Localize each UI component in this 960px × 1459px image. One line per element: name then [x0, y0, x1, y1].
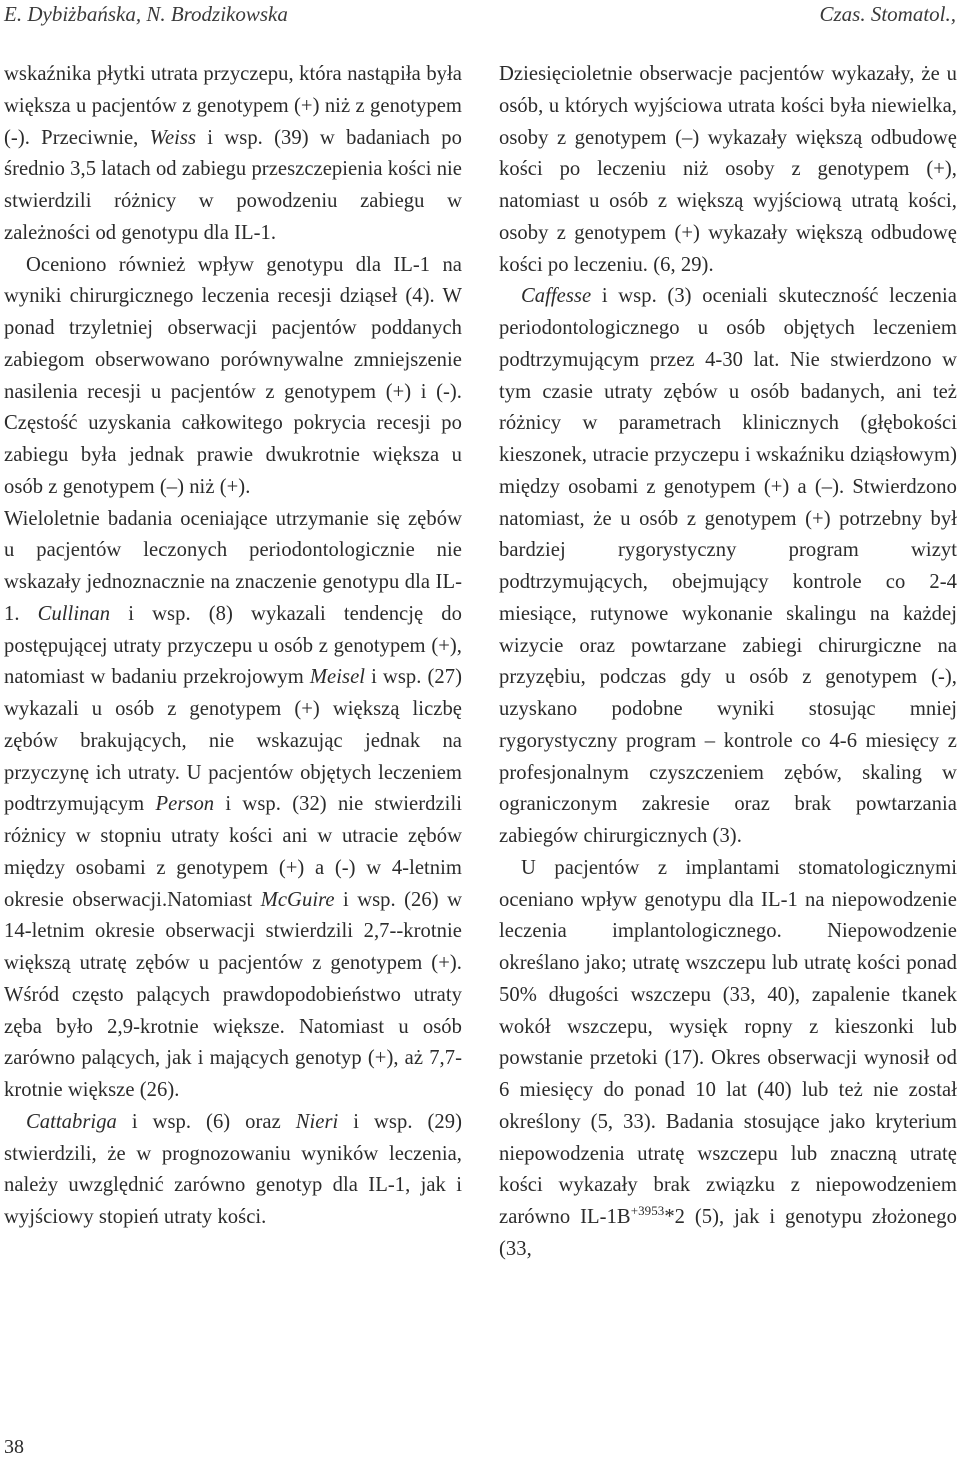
- running-header: [0, 0, 960, 34]
- text-run: i wsp. (3) oceniali skuteczność leczenia periodontologicznego u osób objętych leczeniem podtrzymującym przez 4-30 lat. Nie stwierdzono w tym czasie utraty zębów u osób badanych, ani też różnicy w parametrach klinicznych (głębokości kieszonek, utracie przyczepu i wskaźniku dziąsłowym) między osobami z genotypem (+) a (–). Stwierdzono natomiast, że u osób z genotypem (+) potrzebny był bardziej rygorystyczny program wizyt podtrzymujących, obejmujący kontrole co 2-4 miesiące, rutynowe wykonanie skalingu na każdej wizycie oraz powtarzane zabiegi chirurgiczne na przyzębiu, podczas gdy u osób z genotypem (-), uzyskano podobne wyniki stosując mniej rygorystyczny program – kontrole co 4-6 miesięcy z profesjonalnym czyszczeniem zębów, skaling w ograniczonym zakresie oraz brak powtarzania zabiegów chirurgicznych (3).: [499, 285, 957, 847]
- author-name: Person: [155, 793, 215, 816]
- text-run: i wsp. (39) w badaniach po średnio 3,5 latach od zabiegu przeszczepienia kości nie stwierdzili różnicy w powodzeniu zabiegu w zależności od genotypu dla IL-1.: [4, 126, 462, 244]
- superscript: +3953: [630, 1203, 665, 1219]
- text-run: i wsp. (27) wykazali u osób z genotypem (+) większą liczbę zębów brakujących, nie wskazując jednak na przyczynę ich utraty. U pacjentów objętych leczeniem podtrzymującym: [4, 666, 462, 816]
- right-paragraph-1: Dziesięcioletnie obserwacje pacjentów wykazały, że u osób, u których wyjściowa utrata kości była niewielka, osoby z genotypem (–) wykazały większą odbudowę kości po leczeniu niż osoby z genotypem (+), natomiast u osób z większą wyjściową utratą kości, osoby z genotypem (+) wykazały większą odbudowę kości po leczeniu. (6, 29).: [499, 63, 957, 276]
- page-number: 38: [4, 1436, 24, 1458]
- right-paragraph-2: [499, 281, 957, 853]
- header-journal: Czas. Stomatol.,: [819, 2, 956, 26]
- text-run: Wieloletnie badania oceniające utrzymanie się zębów u pacjentów leczonych periodontologicznie nie wskazały jednoznacznie na znaczenie genotypu dla IL-1.: [4, 507, 462, 625]
- text-run: i wsp. (8) wykazali tendencję do postępującej utraty przyczepu u osób z genotypem (+), natomiast w badaniu przekrojowym: [4, 602, 462, 689]
- author-name: Nieri: [295, 1110, 339, 1133]
- left-column: [4, 59, 462, 1234]
- author-name: Cattabriga: [26, 1110, 117, 1133]
- header-authors: E. Dybiżbańska, N. Brodzikowska: [4, 2, 288, 26]
- text-run: U pacjentów z implantami stomatologicznymi oceniano wpływ genotypu dla IL-1 na niepowodzenie leczenia implantologicznego. Niepowodzenie określano jako; utratę wszczepu lub utratę kości ponad 50% długości wszczepu (33, 40), zapalenie tkanek wokół wszczepu, wysięk ropny z kieszonki lub powstanie przetoki (17). Okres obserwacji wynosił od 6 miesięcy do ponad 10 lat (40) lub też nie został określony (5, 33). Badania stosujące jako kryterium niepowodzenia utratę wszczepu lub znaczną utratę kości wykazały brak związku z niepowodzeniem zarówno IL-1B: [499, 856, 957, 1228]
- text-run: i wsp. (29) stwierdzili, że w prognozowaniu wyników leczenia, należy uwzględnić zarówno genotyp dla IL-1, jak i wyjściowy stopień utraty kości.: [4, 1110, 462, 1228]
- right-paragraph-3: [499, 853, 957, 1266]
- left-paragraph-1: [4, 59, 462, 250]
- author-name: Meisel: [309, 666, 366, 689]
- text-run: i wsp. (6) oraz: [116, 1110, 296, 1133]
- right-column: [499, 59, 957, 1266]
- left-paragraph-4: [4, 1107, 462, 1234]
- text-run: i wsp. (26) w 14-letnim okresie obserwacji stwierdzili 2,7--krotnie większą utratę zębów u pacjentów z genotypem (+). Wśród często palących prawdopodobieństwo utraty zęba było 2,9-krotnie większe. Natomiast u osób zarówno palących, jak i mających genotyp (+), aż 7,7-krotnie większe (26).: [4, 888, 462, 1101]
- author-name: Weiss: [149, 126, 197, 149]
- author-name: Cullinan: [37, 602, 111, 625]
- author-name: Caffesse: [521, 285, 592, 308]
- left-paragraph-2: Oceniono również wpływ genotypu dla IL-1 na wyniki chirurgicznego leczenia recesji dziąseł (4). W ponad trzyletniej obserwacji pacjentów poddanych zabiegom obserwowano porównywalne zmniejszenie nasilenia recesji u pacjentów z genotypem (+) i (-). Częstość uzyskania całkowitego pokrycia recesji po zabiegu była jednak prawie dwukrotnie większa u osób z genotypem (–) niż (+).: [4, 253, 462, 498]
- author-name: McGuire: [260, 888, 335, 911]
- left-paragraph-3: [4, 504, 462, 1107]
- text-run: *2 (5), jak i genotypu złożonego (33,: [499, 1206, 957, 1260]
- text-run: i wsp. (32) nie stwierdzili różnicy w stopniu utraty kości ani w utracie zębów między osobami z genotypem (+) a (-) w 4-letnim okresie obserwacji.Natomiast: [4, 793, 462, 911]
- text-run: wskaźnika płytki utrata przyczepu, która nastąpiła była większa u pacjentów z genotypem (+) niż z genotypem (-). Przeciwnie,: [4, 63, 462, 149]
